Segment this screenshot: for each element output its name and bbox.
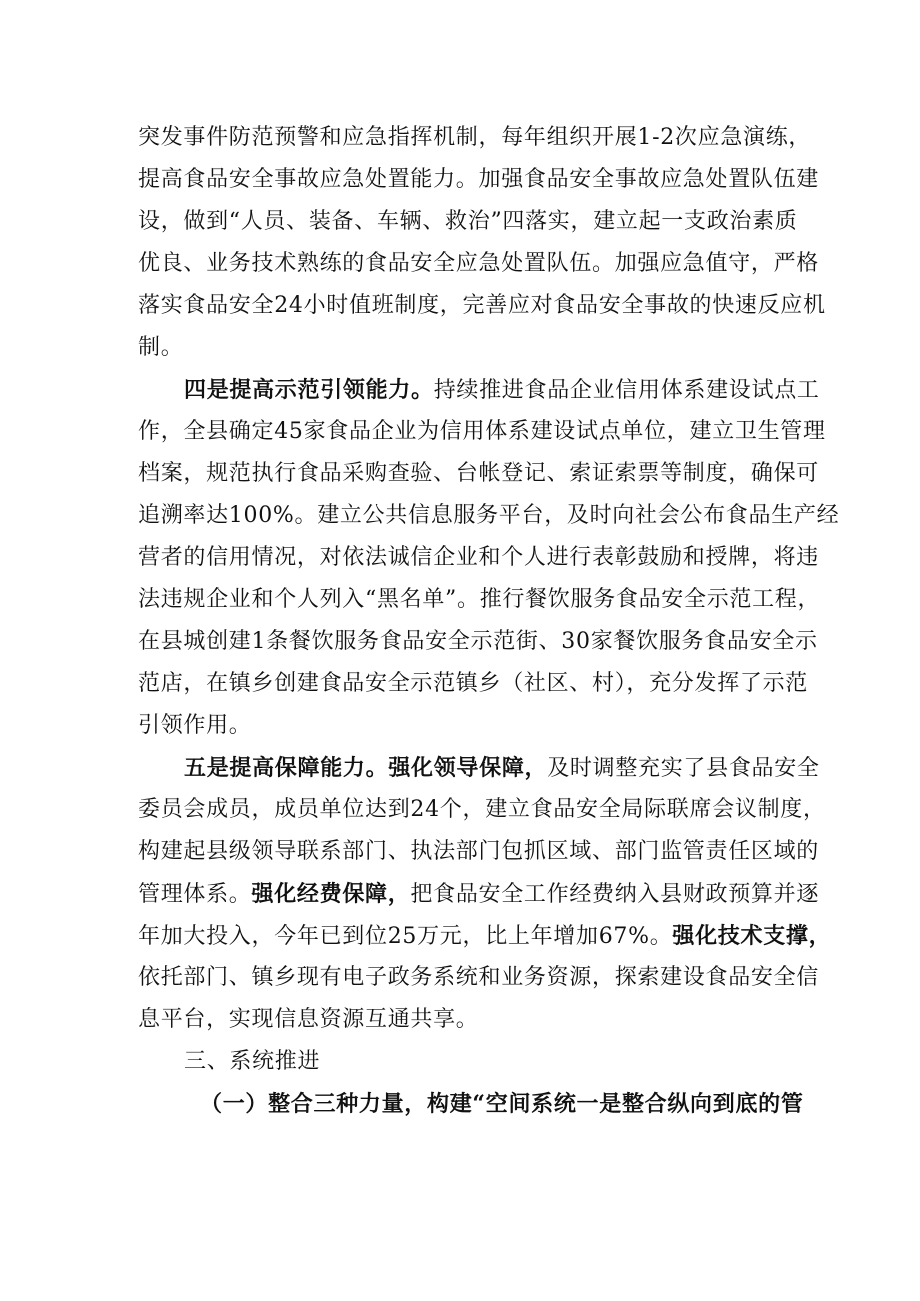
paragraph-line — [184, 748, 820, 788]
paragraph-line: 引领作用。 — [138, 713, 252, 738]
paragraph-line: 优良、业务技术熟练的食品安全应急处置队伍。加强应急值守，严格 — [138, 251, 820, 276]
paragraph-heading: 四是提高示范引领能力。 — [184, 377, 434, 403]
paragraph-line: 设，做到“人员、装备、车辆、救治”四落实，建立起一支政治素质 — [138, 209, 798, 234]
paragraph-line: 依托部门、镇乡现有电子政务系统和业务资源，探索建设食品安全信 — [138, 965, 820, 990]
paragraph-line: 提高食品安全事故应急处置能力。加强食品安全事故应急处置队伍建 — [138, 167, 820, 192]
paragraph-line: 突发事件防范预警和应急指挥机制，每年组织开展1-2次应急演练， — [138, 125, 812, 150]
paragraph-line: 息平台，实现信息资源互通共享。 — [138, 1007, 479, 1032]
paragraph-line — [138, 916, 832, 956]
subheading: 强化领导保障， — [388, 755, 548, 781]
paragraph-text: 把食品安全工作经费纳入县财政预算并逐 — [410, 882, 820, 907]
paragraph-line: 制。 — [138, 335, 184, 360]
paragraph-line: 落实食品安全24小时值班制度，完善应对食品安全事故的快速反应机 — [138, 293, 826, 318]
subsection-title: （一）整合三种力量，构建“空间系统一是整合纵向到底的管 — [200, 1091, 804, 1117]
paragraph-line: 范店，在镇乡创建食品安全示范镇乡（社区、村），充分发挥了示范 — [138, 671, 809, 696]
paragraph-heading: 五是提高保障能力。 — [184, 755, 389, 781]
subheading: 强化经费保障， — [251, 881, 411, 907]
paragraph-line: 在县城创建1条餐饮服务食品安全示范街、30家餐饮服务食品安全示 — [138, 629, 818, 654]
paragraph-text: 管理体系。 — [138, 882, 252, 907]
paragraph-line: 档案，规范执行食品采购查验、台帐登记、索证索票等制度，确保可 — [138, 461, 820, 486]
paragraph-line — [184, 370, 820, 410]
paragraph-line: 法违规企业和个人列入“黑名单”。推行餐饮服务食品安全示范工程， — [138, 587, 821, 612]
paragraph-line — [138, 874, 820, 914]
paragraph-text: 及时调整充实了县食品安全 — [547, 756, 820, 781]
paragraph-line: 营者的信用情况，对依法诚信企业和个人进行表彰鼓励和授牌，将违 — [138, 545, 820, 570]
paragraph-line: 作，全县确定45家食品企业为信用体系建设试点单位，建立卫生管理 — [138, 419, 826, 444]
paragraph-line: 追溯率达100%。建立公共信息服务平台，及时向社会公布食品生产经 — [138, 503, 840, 528]
subheading: 强化技术支撑， — [672, 923, 832, 949]
paragraph-text: 持续推进食品企业信用体系建设试点工 — [433, 378, 820, 403]
paragraph-text: 年加大投入，今年已到位25万元，比上年增加67%。 — [138, 924, 673, 949]
section-title: 三、系统推进 — [184, 1049, 321, 1074]
paragraph-line: 委员会成员，成员单位达到24个，建立食品安全局际联席会议制度， — [138, 797, 826, 822]
paragraph-line: 构建起县级领导联系部门、执法部门包抓区域、部门监管责任区域的 — [138, 839, 820, 864]
